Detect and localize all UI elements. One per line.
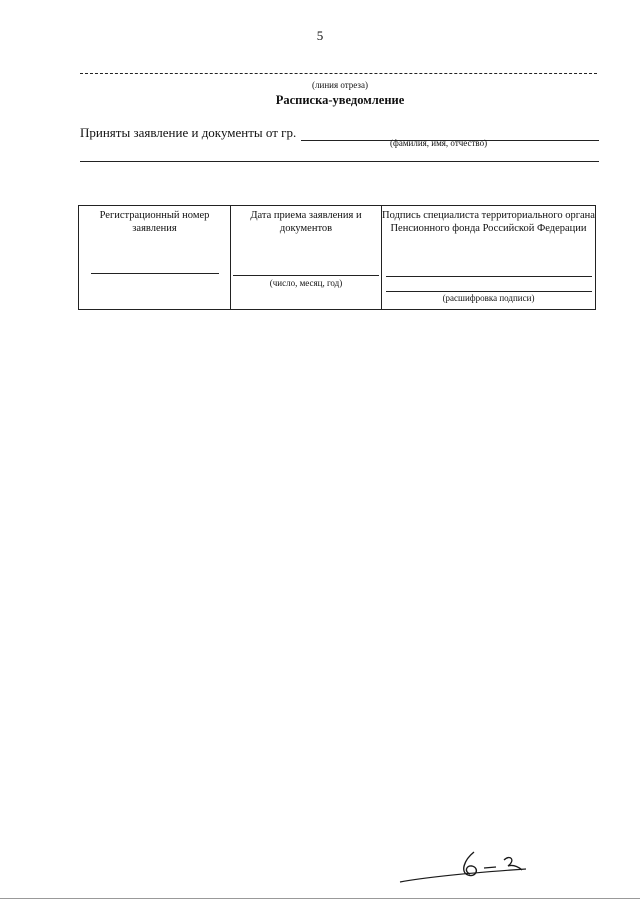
registration-number-line[interactable] <box>91 273 219 274</box>
acceptance-date-cell <box>231 206 382 309</box>
cut-line-caption: (линия отреза) <box>312 80 368 90</box>
handwritten-signature-icon <box>392 838 532 888</box>
registration-number-cell <box>79 206 231 309</box>
signature-decoding-line[interactable] <box>386 291 592 292</box>
date-caption: (число, месяц, год) <box>269 278 343 288</box>
fio-continuation-line[interactable] <box>80 161 599 162</box>
accepted-text: Приняты заявление и документы от гр. <box>80 125 297 140</box>
fio-caption: (фамилия, имя, отчество) <box>390 138 488 148</box>
acceptance-date-header: Дата приема заявления и документов <box>250 210 362 234</box>
specialist-signature-cell <box>382 206 595 309</box>
signature-line[interactable] <box>386 276 592 277</box>
acceptance-date-line[interactable] <box>233 275 379 276</box>
signature-decoding-caption: (расшифровка подписи) <box>442 293 535 303</box>
receipt-title: Расписка-уведомление <box>275 93 405 107</box>
bottom-scan-edge <box>0 898 640 899</box>
registration-number-header: Регистрационный номер заявления <box>99 210 210 234</box>
cut-line <box>80 73 597 74</box>
specialist-signature-header: Подпись специалиста территориального органа Пенсионного фонда Российской Федерации <box>382 210 595 234</box>
accepted-row <box>80 125 599 141</box>
receipt-table <box>78 205 596 310</box>
page-number: 5 <box>316 28 324 43</box>
